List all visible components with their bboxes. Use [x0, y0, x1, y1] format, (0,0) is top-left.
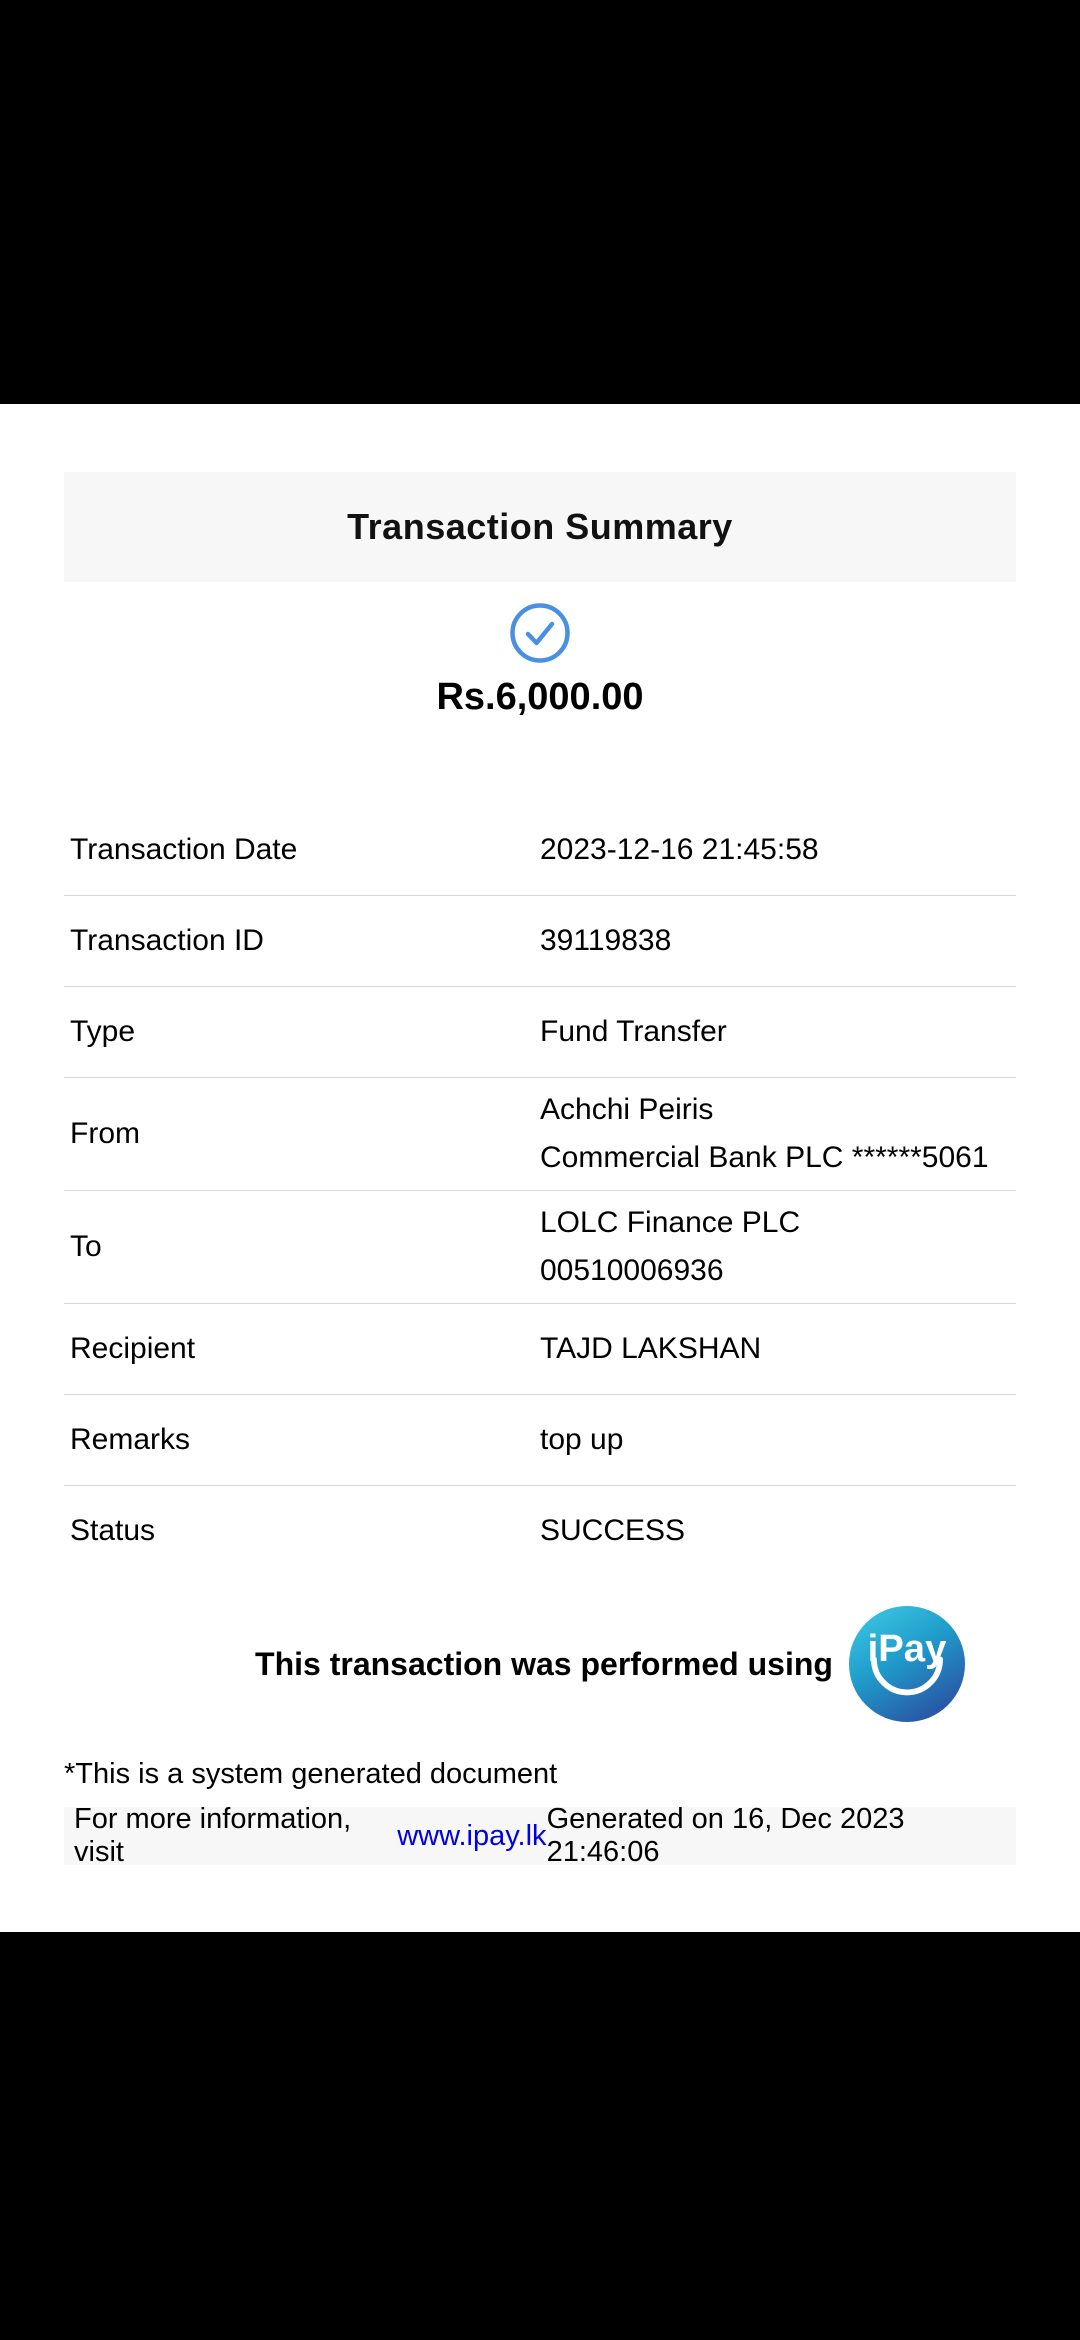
row-label: Recipient — [70, 1332, 196, 1365]
row-label: From — [70, 1117, 140, 1150]
footer-generated-timestamp: Generated on 16, Dec 2023 21:46:06 — [546, 1803, 905, 1868]
row-value-line: 2023-12-16 21:45:58 — [540, 833, 819, 866]
table-row — [64, 1395, 1016, 1486]
footer-info-text: For more information, visit — [74, 1803, 352, 1868]
table-row — [64, 987, 1016, 1078]
row-label: Remarks — [70, 1423, 191, 1456]
performed-using-text: This transaction was performed using — [255, 1645, 833, 1682]
row-label: Status — [70, 1514, 156, 1547]
row-value-line: Achchi Peiris — [540, 1093, 714, 1126]
table-row — [64, 805, 1016, 896]
row-value-line: Fund Transfer — [540, 1015, 727, 1048]
receipt-document — [0, 404, 1080, 1932]
row-label: Type — [70, 1015, 136, 1048]
table-row — [64, 1486, 1016, 1576]
success-check-wrap — [64, 602, 1016, 664]
ipay-logo-icon — [849, 1606, 965, 1722]
row-label: Transaction ID — [70, 924, 264, 957]
row-label: Transaction Date — [70, 833, 298, 866]
ipay-logo-text: iPay — [867, 1627, 947, 1671]
performed-using-row — [134, 1606, 1080, 1722]
details-table — [64, 805, 1016, 1576]
row-value-line: 39119838 — [540, 924, 672, 957]
row-value — [540, 1507, 1016, 1555]
success-check-icon — [509, 602, 571, 664]
row-value-line: top up — [540, 1423, 624, 1456]
system-note: *This is a system generated document — [64, 1758, 558, 1790]
row-value-line: LOLC Finance PLC — [540, 1206, 801, 1239]
row-value — [540, 917, 1016, 965]
ipay-website-link[interactable]: www.ipay.lk — [397, 1819, 547, 1852]
row-value — [540, 1325, 1016, 1373]
transaction-amount: Rs.6,000.00 — [436, 676, 644, 718]
table-row — [64, 1304, 1016, 1395]
row-value — [540, 826, 1016, 874]
row-value — [540, 1008, 1016, 1056]
row-value-line: SUCCESS — [540, 1514, 686, 1547]
row-value — [540, 1199, 1016, 1295]
footer-bar — [64, 1803, 1016, 1868]
table-row — [64, 1078, 1016, 1191]
row-value-line: TAJD LAKSHAN — [540, 1332, 762, 1365]
page-title: Transaction Summary — [347, 506, 733, 547]
document-header-bar — [64, 472, 1016, 582]
row-value — [540, 1086, 1016, 1182]
row-value-line: Commercial Bank PLC ******5061 — [540, 1141, 989, 1174]
row-label: To — [70, 1230, 102, 1263]
footer-info — [74, 1803, 547, 1869]
table-row — [64, 1191, 1016, 1304]
table-row — [64, 896, 1016, 987]
row-value — [540, 1416, 1016, 1464]
row-value-line: 00510006936 — [540, 1254, 724, 1287]
